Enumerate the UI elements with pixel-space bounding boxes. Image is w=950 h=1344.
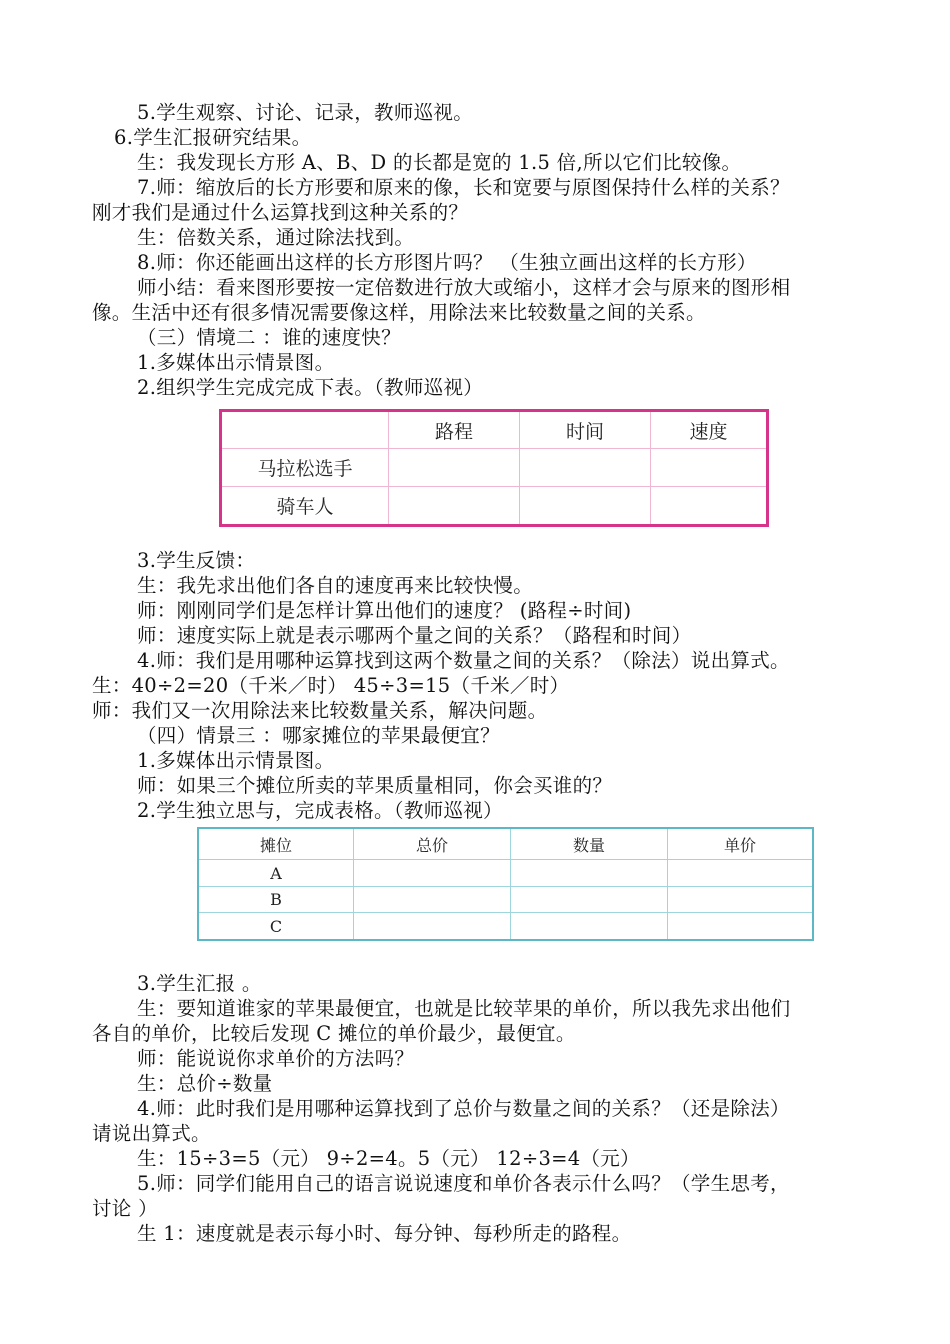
table-cell [520,449,651,487]
text-line: 2.学生独立思与，完成表格。（教师巡视） [137,799,503,822]
table-cell [651,449,768,487]
apple-table [197,827,814,941]
table-cell [511,886,668,912]
text-line: 1.多媒体出示情景图。 [137,749,335,772]
table-cell [354,886,511,912]
text-line: 师：速度实际上就是表示哪两个量之间的关系？（路程和时间） [137,624,692,647]
table-header: 时间 [520,411,651,449]
text-line: 生：总价÷数量 [137,1072,273,1095]
text-line: 讨论 ） [92,1197,158,1220]
table-row-label: 马拉松选手 [221,449,389,487]
text-line: 5.学生观察、讨论、记录，教师巡视。 [137,101,474,124]
table-cell [511,860,668,886]
table-cell [389,486,520,525]
text-line: 4.师：此时我们是用哪种运算找到了总价与数量之间的关系？（还是除法） [137,1097,790,1120]
text-line: 生：15÷3=5（元） 9÷2=4。5（元） 12÷3=4（元） [137,1147,640,1170]
text-line: 7.师：缩放后的长方形要和原来的像，长和宽要与原图保持什么样的关系？ [137,176,790,199]
text-line: 师：刚刚同学们是怎样计算出他们的速度？ (路程÷时间) [137,599,632,622]
table-header: 摊位 [198,828,354,860]
table-row-label: B [198,886,354,912]
text-line: 5.师：同学们能用自己的语言说说速度和单价各表示什么吗？（学生思考， [137,1172,790,1195]
text-line: 师：能说说你求单价的方法吗？ [137,1047,415,1070]
table-cell [520,486,651,525]
text-line: 师：我们又一次用除法来比较数量关系，解决问题。 [92,699,548,722]
text-line: 8.师：你还能画出这样的长方形图片吗？ （生独立画出这样的长方形） [137,251,757,274]
table-cell [651,486,768,525]
table-cell [668,886,814,912]
text-line: 请说出算式。 [92,1122,211,1145]
section-heading: （四）情景三 ：哪家摊位的苹果最便宜？ [137,724,500,747]
table-header: 数量 [511,828,668,860]
table-row-label: C [198,913,354,940]
text-line: 6.学生汇报研究结果。 [114,126,312,149]
table-header: 单价 [668,828,814,860]
text-line: 各自的单价，比较后发现 C 摊位的单价最少，最便宜。 [92,1022,576,1045]
section-heading: （三）情境二 ：谁的速度快？ [137,326,401,349]
text-line: 生：要知道谁家的苹果最便宜，也就是比较苹果的单价，所以我先求出他们 [137,997,791,1020]
text-line: 生：40÷2=20（千米／时） 45÷3=15（千米／时） [92,674,570,697]
table-cell [389,449,520,487]
table-cell [668,860,814,886]
text-line: 生 1：速度就是表示每小时、每分钟、每秒所走的路程。 [137,1222,632,1245]
speed-table [219,409,769,527]
text-line: 师：如果三个摊位所卖的苹果质量相同，你会买谁的？ [137,774,613,797]
text-line: 3.学生汇报 。 [137,972,262,995]
text-line: 1.多媒体出示情景图。 [137,351,335,374]
table-cell [354,913,511,940]
table-header: 总价 [354,828,511,860]
table-cell [221,411,389,449]
table-row-label: A [198,860,354,886]
table-cell [668,913,814,940]
text-line: 生：倍数关系，通过除法找到。 [137,226,415,249]
text-line: 4.师：我们是用哪种运算找到这两个数量之间的关系？（除法）说出算式。 [137,649,790,672]
text-line: 生：我发现长方形 A、B、D 的长都是宽的 1.5 倍,所以它们比较像。 [137,151,742,174]
text-line: 师小结：看来图形要按一定倍数进行放大或缩小，这样才会与原来的图形相 [137,276,791,299]
table-cell [511,913,668,940]
text-line: 2.组织学生完成完成下表。（教师巡视） [137,376,484,399]
text-line: 3.学生反馈： [137,549,256,572]
table-row-label: 骑车人 [221,486,389,525]
text-line: 像。生活中还有很多情况需要像这样，用除法来比较数量之间的关系。 [92,301,706,324]
text-line: 刚才我们是通过什么运算找到这种关系的？ [92,201,469,224]
table-header: 速度 [651,411,768,449]
table-cell [354,860,511,886]
table-header: 路程 [389,411,520,449]
text-line: 生：我先求出他们各自的速度再来比较快慢。 [137,574,534,597]
